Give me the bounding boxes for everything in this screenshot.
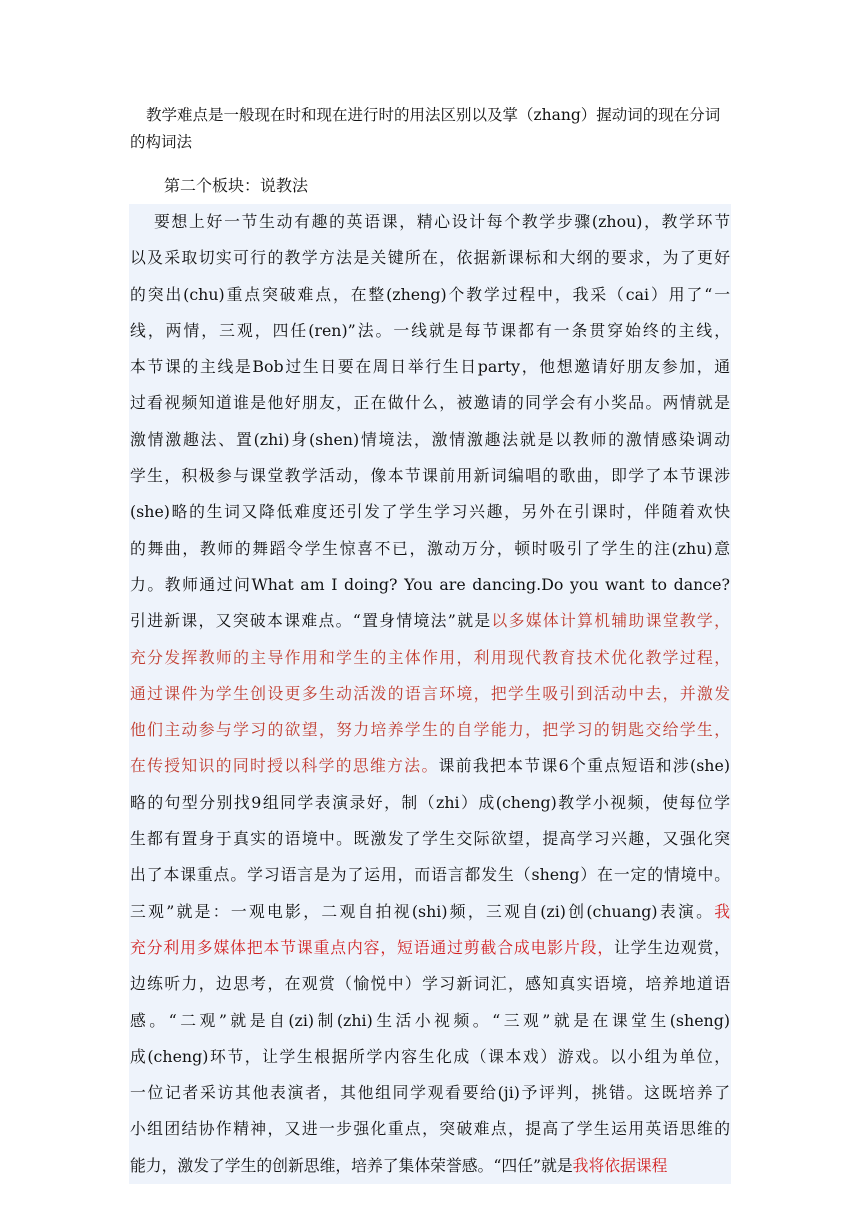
body-text: 的舞曲，教师的舞蹈令学生惊喜不已，激动万分，顿时吸引了学生的注(zhu)意 bbox=[130, 538, 730, 558]
body-text: 力。教师通过问What am I doing? You are dancing.Do you want to dance? bbox=[130, 574, 730, 594]
body-text: 本节课的主线是Bob过生日要在周日举行生日party，他想邀请好朋友参加，通 bbox=[130, 357, 730, 377]
body-text: 成(cheng)环节，让学生根据所学内容生化成（课本戏）游戏。以小组为单位， bbox=[130, 1046, 730, 1066]
body-line bbox=[129, 1003, 731, 1039]
body-text: 生都有置身于真实的语境中。既激发了学生交际欲望，提高学习兴趣，又强化突 bbox=[130, 829, 730, 849]
body-line bbox=[129, 313, 731, 349]
body-text: 引进新课，又突破本课难点。“置身情境法”就是 bbox=[130, 611, 492, 631]
highlighted-text: 通过课件为学生创设更多生动活泼的语言环境，把学生吸引到活动中去，并激发 bbox=[130, 683, 730, 703]
highlighted-text: 在传授知识的同时授以科学的思维方法。 bbox=[130, 756, 439, 776]
body-line bbox=[129, 349, 731, 385]
highlighted-text: 以多媒体计算机辅助课堂教学， bbox=[491, 611, 730, 631]
body-line bbox=[129, 1148, 731, 1184]
body-line bbox=[129, 277, 731, 313]
body-line bbox=[129, 821, 731, 857]
body-line bbox=[129, 712, 731, 748]
teaching-method-body bbox=[129, 204, 731, 1184]
body-text: (she)略的生词又降低难度还引发了学生学习兴趣，另外在引课时，伴随着欢快 bbox=[130, 502, 730, 522]
body-text: 小组团结协作精神，又进一步强化重点，突破难点，提高了学生运用英语思维的 bbox=[130, 1119, 730, 1139]
body-line bbox=[129, 603, 731, 639]
body-text: 能力，激发了学生的创新思维，培养了集体荣誉感。“四任”就是 bbox=[130, 1155, 573, 1175]
body-line bbox=[129, 240, 731, 276]
body-line bbox=[129, 385, 731, 421]
body-text: 过看视频知道谁是他好朋友，正在做什么，被邀请的同学会有小奖品。两情就是 bbox=[130, 393, 730, 413]
body-line bbox=[129, 531, 731, 567]
body-line bbox=[129, 458, 731, 494]
body-text: 感。“二观”就是自(zi)制(zhi)生活小视频。“三观”就是在课堂生(sheng) bbox=[130, 1010, 730, 1030]
body-line bbox=[129, 676, 731, 712]
body-text: 激情激趣法、置(zhi)身(shen)情境法，激情激趣法就是以教师的激情感染调动 bbox=[130, 429, 730, 449]
body-text: 课前我把本节课6个重点短语和涉(she) bbox=[438, 756, 730, 776]
body-line bbox=[129, 785, 731, 821]
highlighted-text: 他们主动参与学习的欲望，努力培养学生的自学能力，把学习的钥匙交给学生， bbox=[130, 720, 730, 740]
body-line bbox=[129, 930, 731, 966]
body-line bbox=[129, 894, 731, 930]
highlighted-text: 充分利用多媒体把本节课重点内容，短语通过剪截合成电影片段， bbox=[130, 937, 615, 957]
body-line bbox=[129, 204, 731, 240]
teaching-difficulty-paragraph: 教学难点是一般现在时和现在进行时的用法区别以及掌（zhang）握动词的现在分词的构词法 bbox=[130, 106, 721, 151]
section-heading: 第二个板块：说教法 bbox=[164, 176, 309, 195]
body-text: 要想上好一节生动有趣的英语课，精心设计每个教学步骤(zhou)，教学环节 bbox=[154, 212, 730, 231]
body-text: 一位记者采访其他表演者，其他组同学观看要给(ji)予评判，挑错。这既培养了 bbox=[130, 1083, 730, 1103]
body-line bbox=[129, 567, 731, 603]
body-text: 线，两情，三观，四任(ren)”法。一线就是每节课都有一条贯穿始终的主线， bbox=[130, 320, 730, 340]
highlighted-text: 充分发挥教师的主导作用和学生的主体作用，利用现代教育技术优化教学过程， bbox=[130, 647, 730, 667]
body-line bbox=[129, 494, 731, 530]
body-text: 出了本课重点。学习语言是为了运用，而语言都发生（sheng）在一定的情境中。 bbox=[130, 865, 730, 885]
body-line bbox=[129, 857, 731, 893]
body-text: 的突出(chu)重点突破难点，在整(zheng)个教学过程中，我采（cai）用了“一 bbox=[130, 284, 730, 304]
body-text: 略的句型分别找9组同学表演录好，制（zhi）成(cheng)教学小视频，使每位学 bbox=[130, 792, 730, 812]
body-line bbox=[129, 966, 731, 1002]
body-line bbox=[129, 1039, 731, 1075]
body-line bbox=[129, 748, 731, 784]
body-text: 以及采取切实可行的教学方法是关键所在，依据新课标和大纲的要求，为了更好 bbox=[130, 248, 730, 268]
body-text: 三观”就是：一观电影，二观自拍视(shi)频，三观自(zi)创(chuang)表演。 bbox=[130, 901, 715, 921]
body-line bbox=[129, 1075, 731, 1111]
body-line bbox=[129, 1111, 731, 1147]
body-text: 边练听力，边思考，在观赏（愉悦中）学习新词汇，感知真实语境，培养地道语 bbox=[130, 974, 730, 994]
body-text: 让学生边观赏， bbox=[614, 937, 730, 957]
body-text: 学生，积极参与课堂教学活动，像本节课前用新词编唱的歌曲，即学了本节课涉 bbox=[130, 466, 730, 486]
body-line bbox=[129, 640, 731, 676]
body-line bbox=[129, 422, 731, 458]
highlighted-text: 我将依据课程 bbox=[572, 1155, 668, 1175]
highlighted-text: 我 bbox=[714, 901, 730, 921]
